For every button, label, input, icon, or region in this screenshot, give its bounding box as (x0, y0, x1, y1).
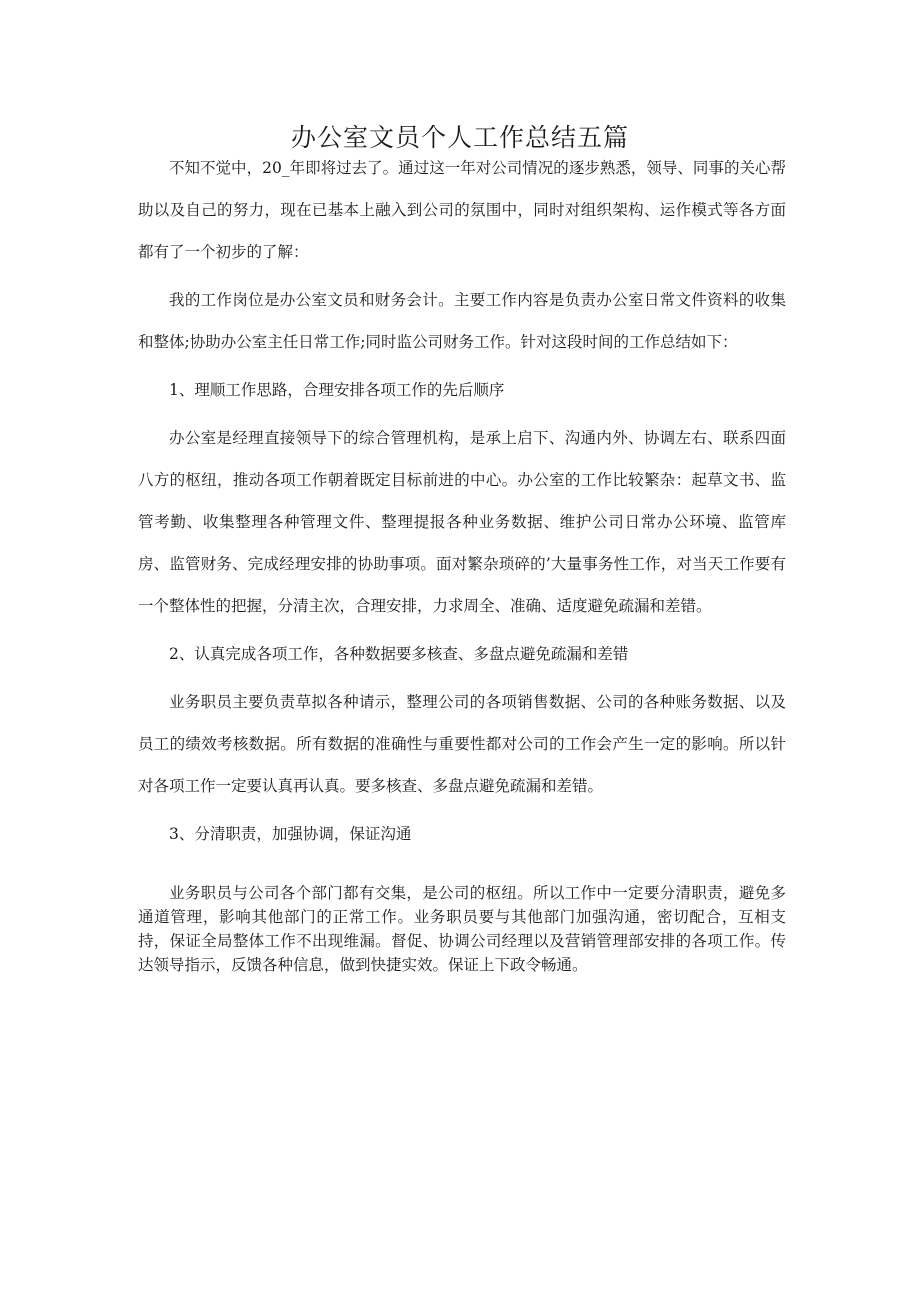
document-title: 办公室文员个人工作总结五篇 (290, 123, 629, 152)
paragraph-section-1: 办公室是经理直接领导下的综合管理机构，是承上启下、沟通内外、协调左右、联系四面八方的枢纽，推动各项工作朝着既定目标前进的中心。办公室的工作比较繁杂：起草文书、监管考勤、收集整理各种管理文件、整理提报各种业务数据、维护公司日常办公环境、监管库房、监管财务、完成经理安排的协助事项。面对繁杂琐碎的’大量事务性工作，对当天工作要有一个整体性的把握，分清主次，合理安排，力求周全、准确、适度避免疏漏和差错。 (138, 429, 786, 615)
paragraph-section-2: 业务职员主要负责草拟各种请示，整理公司的各项销售数据、公司的各种账务数据、以及员工的绩效考核数据。所有数据的准确性与重要性都对公司的工作会产生一定的影响。所以针对各项工作一定要认真再认真。要多核查、多盘点避免疏漏和差错。 (138, 693, 786, 795)
paragraph-intro: 不知不觉中，20_年即将过去了。通过这一年对公司情况的逐步熟悉，领导、同事的关心帮助以及自己的努力，现在已基本上融入到公司的氛围中，同时对组织架构、运作模式等各方面都有了一个初步的了解： (138, 159, 786, 261)
section-heading-1: 1、理顺工作思路，合理安排各项工作的先后顺序 (169, 381, 505, 399)
document-body (138, 147, 786, 977)
paragraph-section-3: 业务职员与公司各个部门都有交集，是公司的枢纽。所以工作中一定要分清职责，避免多通道管理，影响其他部门的正常工作。业务职员要与其他部门加强沟通，密切配合，互相支持，保证全局整体工作不出现维漏。督促、协调公司经理以及营销管理部安排的各项工作。传达领导指示，反馈各种信息，做到快捷实效。保证上下政令畅通。 (138, 884, 786, 974)
paragraph-job-description: 我的工作岗位是办公室文员和财务会计。主要工作内容是负责办公室日常文件资料的收集和整体;协助办公室主任日常工作;同时监公司财务工作。针对这段时间的工作总结如下： (138, 291, 786, 351)
section-heading-2: 2、认真完成各项工作，各种数据要多核查、多盘点避免疏漏和差错 (169, 645, 629, 663)
section-heading-3: 3、分清职责，加强协调，保证沟通 (169, 825, 412, 843)
